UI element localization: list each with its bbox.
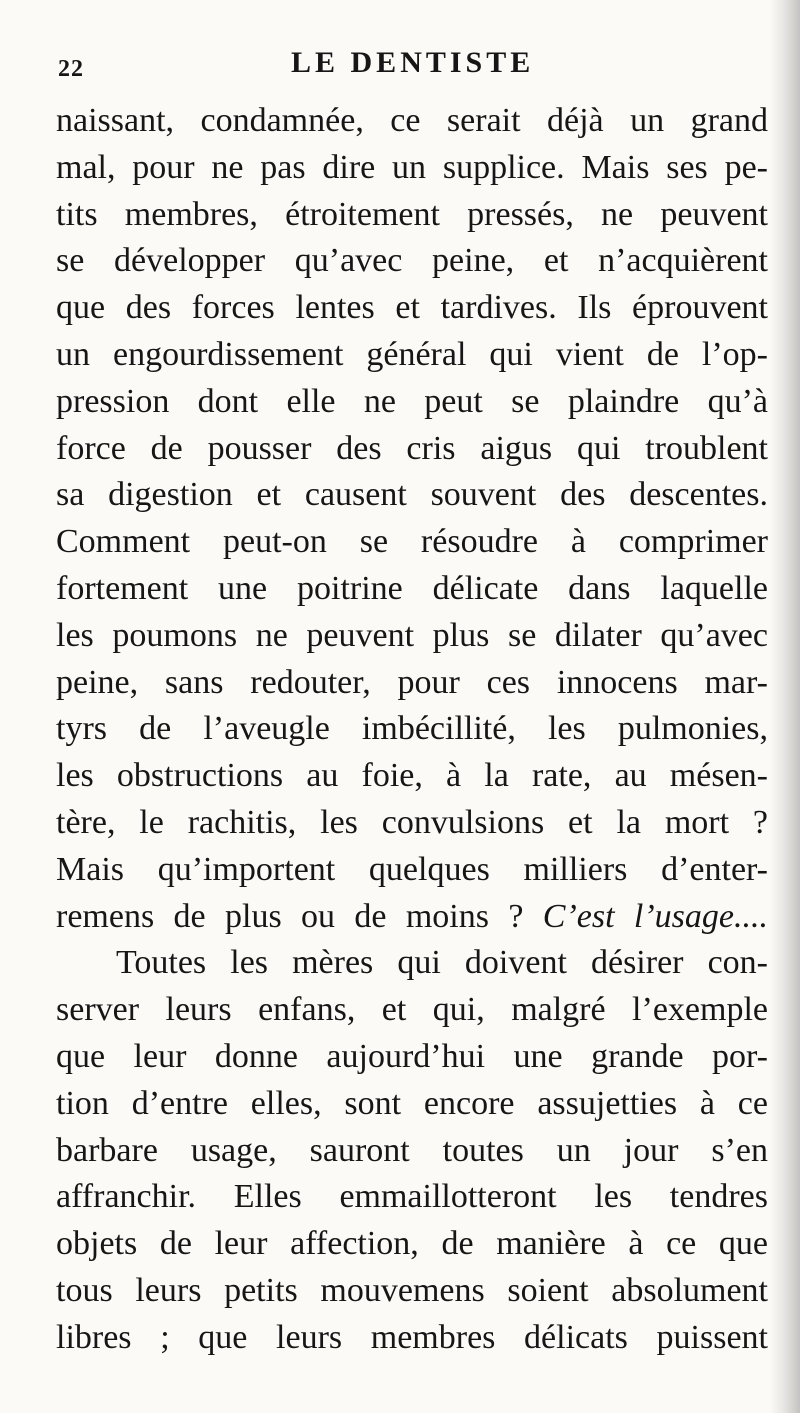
text-line: Comment peut-on se résoudre à comprimer (56, 523, 768, 561)
text-line: tère, le rachitis, les convulsions et la mort ? (56, 803, 768, 841)
text-line: objets de leur affection, de manière à ce que (56, 1225, 768, 1263)
text-line: Mais qu’importent quelques milliers d’enter- (56, 850, 768, 888)
text-line: les poumons ne peuvent plus se dilater qu’avec (56, 616, 768, 654)
running-title: LE DENTISTE (291, 46, 535, 79)
text-line: les obstructions au foie, à la rate, au mésen- (56, 757, 768, 795)
text-line: tits membres, étroitement pressés, ne peuvent (56, 195, 768, 233)
text-line: affranchir. Elles emmaillotteront les tendres (56, 1178, 768, 1216)
text-line: pression dont elle ne peut se plaindre qu’à (56, 382, 768, 420)
running-head (58, 46, 768, 86)
text-line: tous leurs petits mouvemens soient absolument (56, 1271, 768, 1309)
text-line: un engourdissement général qui vient de l’op- (56, 335, 768, 373)
paragraph-first-line: Toutes les mères qui doivent désirer con- (116, 944, 768, 982)
text-line: peine, sans redouter, pour ces innocens mar- (56, 663, 768, 701)
page-number: 22 (58, 56, 84, 82)
text-line: tyrs de l’aveugle imbécillité, les pulmonies, (56, 710, 768, 748)
text-line: fortement une poitrine délicate dans laquelle (56, 569, 768, 607)
text-line-with-italic (56, 894, 768, 941)
text-line: tion d’entre elles, sont encore assujetties à ce (56, 1084, 768, 1122)
text-line: que des forces lentes et tardives. Ils éprouvent (56, 289, 768, 327)
text-line: mal, pour ne pas dire un supplice. Mais ses pe- (56, 148, 768, 186)
body-text (56, 98, 768, 1362)
italic-phrase: C’est l’usage.... (542, 897, 768, 935)
text-line: se développer qu’avec peine, et n’acquièrent (56, 242, 768, 280)
page-edge-shadow (770, 0, 800, 1413)
text-line: que leur donne aujourd’hui une grande por- (56, 1037, 768, 1075)
text-line: barbare usage, sauront toutes un jour s’en (56, 1131, 768, 1169)
text-line: libres ; que leurs membres délicats puissent (56, 1318, 768, 1356)
text-line: sa digestion et causent souvent des descentes. (56, 476, 768, 514)
text-segment: remens de plus ou de moins ? (56, 897, 524, 935)
text-line: force de pousser des cris aigus qui troublent (56, 429, 768, 467)
text-line: naissant, condamnée, ce serait déjà un grand (56, 102, 768, 139)
text-line: server leurs enfans, et qui, malgré l’exemple (56, 991, 768, 1029)
